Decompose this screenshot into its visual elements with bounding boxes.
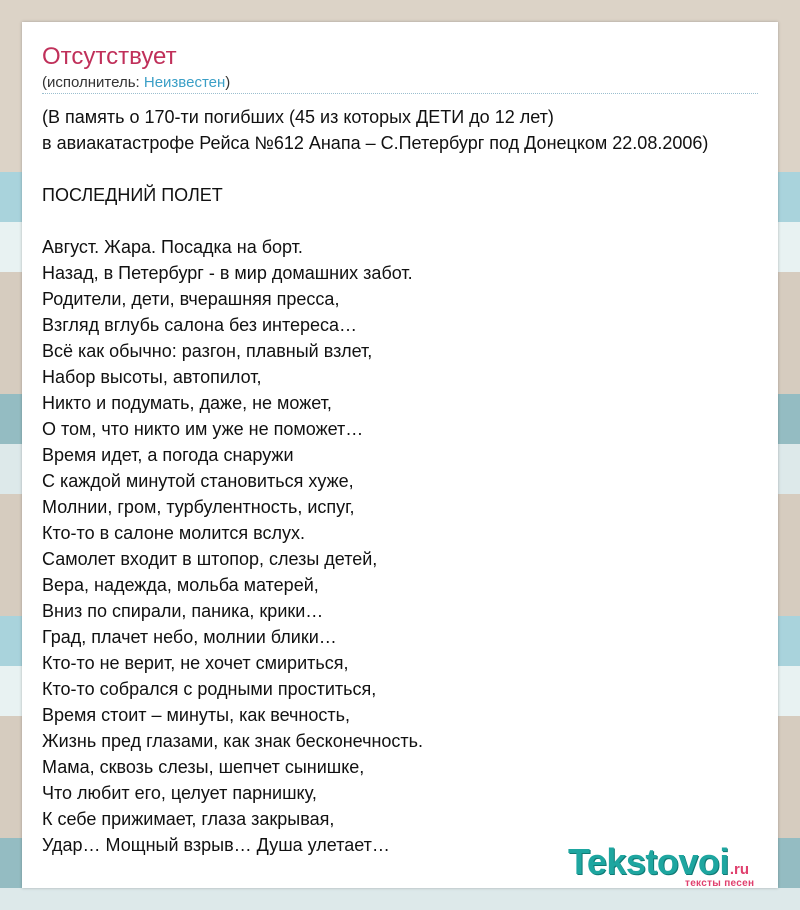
artist-suffix: ): [225, 74, 231, 91]
logo-tagline: тексты песен: [685, 878, 755, 888]
lyrics-line: в авиакатастрофе Рейса №612 Анапа – С.Петербург под Донецком 22.08.2006): [42, 133, 709, 153]
lyrics-line: О том, что никто им уже не поможет…: [42, 419, 364, 439]
lyrics-line: Взгляд вглубь салона без интереса…: [42, 315, 358, 335]
lyrics-line: Град, плачет небо, молнии блики…: [42, 627, 337, 647]
lyrics-line: К себе прижимает, глаза закрывая,: [42, 809, 335, 829]
lyrics-line: Молнии, гром, турбулентность, испуг,: [42, 497, 355, 517]
artist-prefix: (исполнитель:: [42, 74, 144, 91]
lyrics-line: Вера, надежда, мольба матерей,: [42, 575, 319, 595]
lyrics-line: Никто и подумать, даже, не может,: [42, 393, 332, 413]
logo-wordmark: Tekstovoi: [568, 841, 729, 882]
lyrics-line: ПОСЛЕДНИЙ ПОЛЕТ: [42, 185, 223, 205]
lyrics-line: Всё как обычно: разгон, плавный взлет,: [42, 341, 373, 361]
site-logo[interactable]: [568, 841, 755, 888]
background-stripe: [0, 888, 800, 910]
title-divider: [42, 93, 758, 94]
lyrics-line: Август. Жара. Посадка на борт.: [42, 237, 303, 257]
lyrics-line: С каждой минутой становиться хуже,: [42, 471, 354, 491]
lyrics-line: Кто-то в салоне молится вслух.: [42, 523, 306, 543]
artist-line: [42, 74, 230, 91]
song-title: Отсутствует: [42, 43, 177, 70]
lyrics-line: Кто-то не верит, не хочет смириться,: [42, 653, 349, 673]
lyrics-line: Назад, в Петербург - в мир домашних забот.: [42, 263, 413, 283]
lyrics-line: Что любит его, целует парнишку,: [42, 783, 317, 803]
lyrics-line: Мама, сквозь слезы, шепчет сынишке,: [42, 757, 365, 777]
lyrics-line: Кто-то собрался с родными проститься,: [42, 679, 377, 699]
lyrics-line: (В память о 170-ти погибших (45 из которых ДЕТИ до 12 лет): [42, 107, 554, 127]
lyrics-line: Удар… Мощный взрыв… Душа улетает…: [42, 835, 390, 855]
lyrics-line: Время стоит – минуты, как вечность,: [42, 705, 350, 725]
lyrics-line: Самолет входит в штопор, слезы детей,: [42, 549, 378, 569]
lyrics-line: Набор высоты, автопилот,: [42, 367, 262, 387]
lyrics-line: Родители, дети, вчерашняя пресса,: [42, 289, 340, 309]
lyrics-line: Время идет, а погода снаружи: [42, 445, 294, 465]
lyrics-card: [22, 22, 778, 888]
lyrics-line: [42, 208, 778, 234]
lyrics-line: Вниз по спирали, паника, крики…: [42, 601, 324, 621]
artist-link[interactable]: Неизвестен: [143, 74, 226, 91]
lyrics-line: [42, 156, 778, 182]
lyrics-line: Жизнь пред глазами, как знак бесконечность.: [42, 731, 424, 751]
logo-domain: .ru: [729, 861, 750, 878]
lyrics-text: [42, 104, 778, 858]
